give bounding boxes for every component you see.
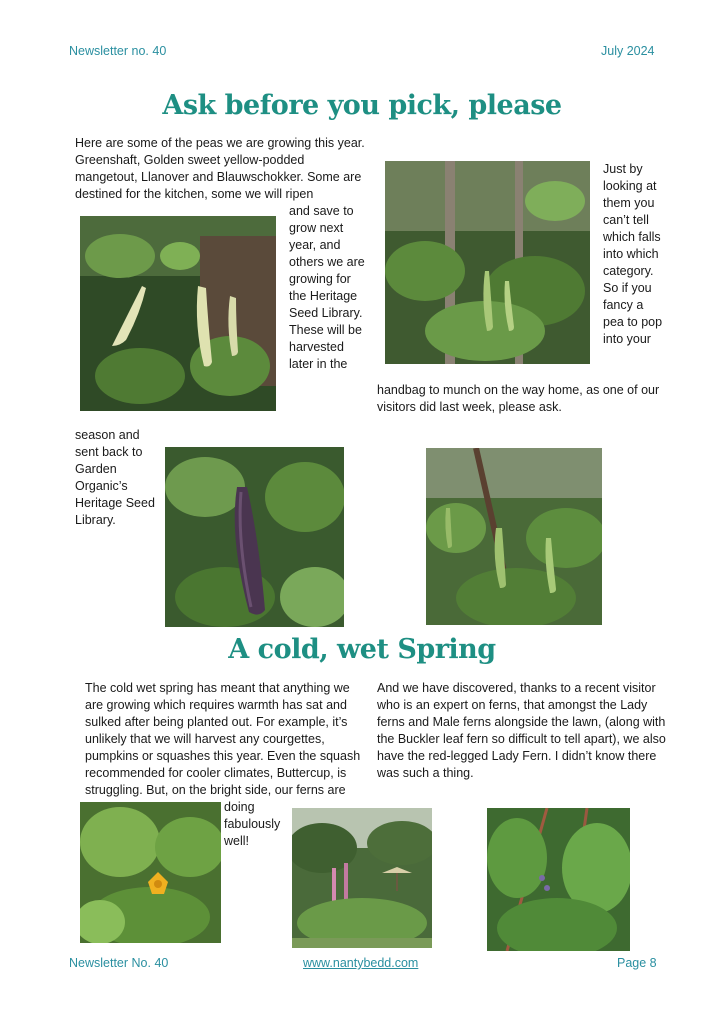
spring-paragraph-left-wrap: doing fabulously well!: [224, 800, 281, 848]
photo-garden-ferns: [292, 808, 432, 948]
footer-page-number: Page 8: [617, 956, 657, 970]
footer-website-link[interactable]: [303, 956, 418, 970]
photo-squash-flower: [80, 802, 221, 943]
photo-lady-fern: [487, 808, 630, 951]
spring-paragraph-right: And we have discovered, thanks to a recent visitor who is an expert on ferns, that amongst the Lady ferns and Male ferns alongside the lawn, (along with the Buckler leaf fern so difficult to tell apart), we also have the red-legged Lady Fern. I didn’t know there was such a thing.: [377, 681, 666, 780]
peas-paragraph-right-end: handbag to munch on the way home, as one of our visitors did last week, please ask.: [377, 383, 660, 414]
photo-green-pea-pods: [426, 448, 602, 625]
header-date: July 2024: [601, 44, 655, 58]
peas-paragraph-end: season and sent back to Garden Organic’s Heritage Seed Library.: [75, 428, 155, 527]
photo-yellow-peas: [80, 216, 276, 411]
section-title-ask-before-you-pick: Ask before you pick, please: [162, 90, 562, 121]
photo-purple-pea-pod: [165, 447, 344, 627]
section-title-cold-wet-spring: A cold, wet Spring: [228, 634, 496, 665]
peas-paragraph-right-wrap: Just by looking at them you can’t tell which falls into which category. So if you fancy a pea to pop into your: [603, 162, 663, 346]
photo-pea-plants: [385, 161, 590, 364]
peas-paragraph-wrap: and save to grow next year, and others we are growing for the Heritage Seed Library. These will be harvested later in the: [289, 204, 365, 371]
website-link[interactable]: www.nantybedd.com: [303, 956, 419, 970]
header-newsletter-number: Newsletter no. 40: [69, 44, 167, 58]
spring-paragraph-left: The cold wet spring has meant that anything we are growing which requires warmth has sat and sulked after being planted out. For example, it’s unlikely that we will harvest any courgettes, pumpkins or squashes this year. Even the squash recommended for cooler climates, Buttercup, is struggling. But, on the bright side, our ferns are: [85, 681, 361, 797]
peas-paragraph-intro: Here are some of the peas we are growing this year. Greenshaft, Golden sweet yellow-podded mangetout, Llanover and Blauwschokker. Some are destined for the kitchen, some we will ripen: [75, 136, 365, 201]
footer-newsletter-number: Newsletter No. 40: [69, 956, 169, 970]
